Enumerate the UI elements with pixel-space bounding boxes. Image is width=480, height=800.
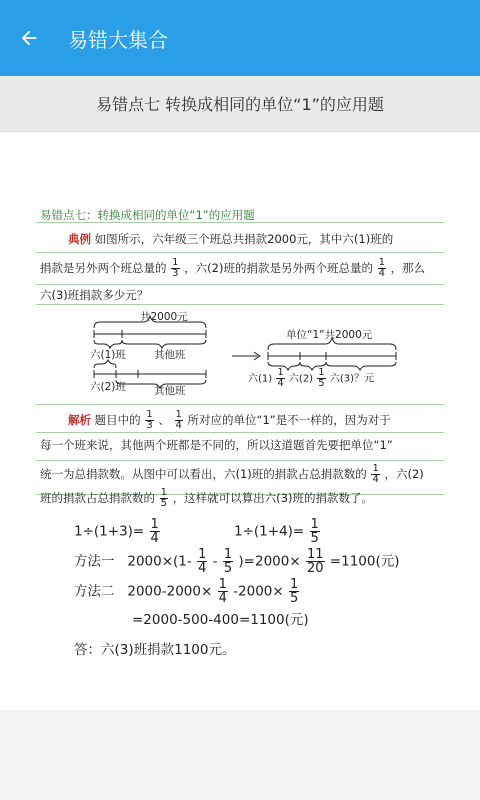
- example-line-1: 如图所示，六年级三个班总共捐款2000元，其中六(1)班的: [94, 232, 394, 246]
- method-1-b: -: [212, 553, 218, 570]
- example-line-2a: 捐款是另外两个班总量的: [40, 261, 167, 275]
- fraction-one-fourth: $\frac{1}{4}$: [378, 257, 386, 279]
- fraction-eleven-twentieths: $\frac{11}{20}$: [306, 547, 324, 576]
- fraction-one-fourth-m1: $\frac{1}{4}$: [198, 547, 207, 576]
- content-area: [0, 132, 480, 710]
- method-2-label: 方法二: [74, 583, 115, 600]
- diagram-others-label-1: 其他班: [154, 349, 186, 361]
- fraction-one-fourth-small: $\frac{1}{4}$: [277, 367, 284, 389]
- analysis-line-4b: ，这样就可以算出六(3)班的捐款数了。: [172, 491, 373, 505]
- example-label: 典例: [68, 232, 91, 246]
- arrow-left-icon: [18, 27, 40, 49]
- back-button[interactable]: [0, 0, 58, 76]
- fraction-one-fifth-calc: $\frac{1}{5}$: [310, 517, 319, 546]
- lesson-image[interactable]: [36, 204, 444, 674]
- page-title: 易错大集合: [68, 27, 168, 52]
- analysis-line-1b: 、: [158, 413, 170, 427]
- analysis-line-1c: 所对应的单位“1”是不一样的，因为对于: [187, 413, 391, 427]
- fraction-one-third-2: $\frac{1}{3}$: [146, 409, 153, 431]
- fraction-one-fifth-m1: $\frac{1}{5}$: [223, 547, 233, 576]
- analysis-line-4a: 班的捐款占总捐款数的: [40, 491, 155, 505]
- method-1-c: )=2000×: [238, 553, 301, 570]
- method-2-b: -2000×: [233, 583, 284, 600]
- method-1-d: =1100(元): [329, 553, 400, 570]
- diagram-right-labels: 六(1) $\frac{1}{4}$ 六(2) $\frac{1}{5}$ 六(3)？元: [248, 367, 375, 389]
- fraction-one-fourth-m2: $\frac{1}{4}$: [218, 577, 227, 606]
- diagram-class2-label: 六(2)班: [90, 381, 126, 393]
- fraction-one-fourth-2: $\frac{1}{4}$: [175, 409, 182, 431]
- analysis-line-2: 每一个班来说，其他两个班都是不同的，所以这道题首先要把单位“1”: [40, 438, 393, 452]
- analysis-line-3a: 统一为总捐款数。从图中可以看出，六(1)班的捐款占总捐款数的: [40, 467, 367, 481]
- section-title: 易错点七：转换成相同的单位“1”的应用题: [40, 208, 255, 222]
- diagram-others-label-2: 其他班: [154, 385, 186, 397]
- method-2-a: 2000-2000×: [127, 583, 213, 600]
- example-line-2c: ，那么: [390, 261, 426, 275]
- lesson-subtitle: 易错点七 转换成相同的单位“1”的应用题: [0, 76, 480, 132]
- bottom-area: [0, 710, 480, 800]
- fraction-one-fourth-calc: $\frac{1}{4}$: [150, 517, 159, 546]
- fraction-one-third: $\frac{1}{3}$: [172, 257, 179, 279]
- analysis-line-1a: 题目中的: [94, 413, 141, 427]
- diagram-unit-label: 单位“1”共2000元: [286, 329, 373, 341]
- analysis-line-3b: ，六(2): [384, 467, 424, 481]
- calc-1b: 1÷(1+4)=: [234, 523, 305, 540]
- fraction-one-fifth-m2: $\frac{1}{5}$: [290, 577, 299, 606]
- fraction-one-fifth-small: $\frac{1}{5}$: [318, 367, 325, 389]
- method-2-line-2: =2000-500-400=1100(元): [132, 612, 309, 628]
- method-1-label: 方法一: [74, 553, 115, 570]
- diagram-total-label: 共2000元: [140, 311, 188, 323]
- diagram-class1-label: 六(1)班: [90, 349, 126, 361]
- app-bar: [0, 0, 480, 76]
- analysis-label: 解析: [68, 413, 91, 427]
- calc-1a: 1÷(1+3)=: [74, 523, 145, 540]
- example-line-3: 六(3)班捐款多少元？: [40, 288, 149, 302]
- fraction-one-fifth-2: $\frac{1}{5}$: [160, 487, 168, 509]
- fraction-one-fourth-3: $\frac{1}{4}$: [372, 463, 379, 485]
- method-1-a: 2000×(1-: [127, 553, 192, 570]
- example-line-2b: ，六(2)班的捐款是另外两个班总量的: [184, 261, 373, 275]
- answer: 答：六(3)班捐款1100元。: [74, 642, 236, 658]
